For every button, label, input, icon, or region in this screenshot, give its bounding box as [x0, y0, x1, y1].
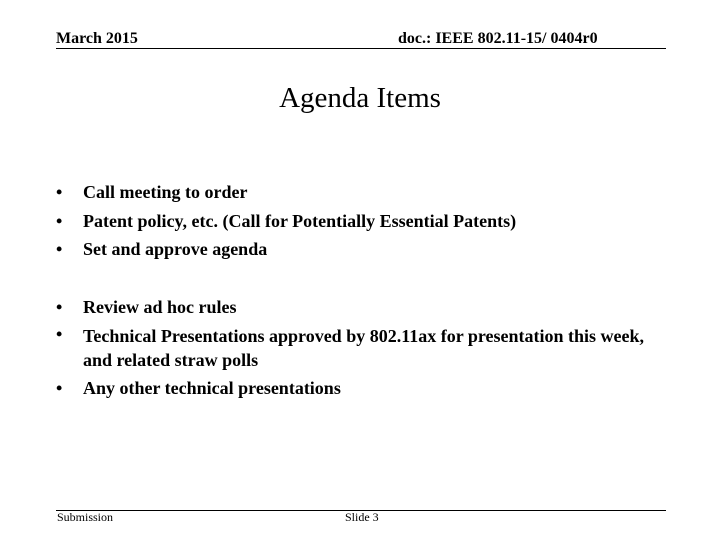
footer-submission: Submission [57, 510, 114, 524]
bullet-item [56, 322, 656, 374]
bullet-dot: • [56, 182, 63, 202]
bullet-text: Call meeting to order [83, 182, 248, 202]
bullet-dot: • [56, 297, 63, 317]
bullet-item [56, 178, 656, 207]
bullet-text: Technical Presentations approved by 802.11ax for presentation this week, and related straw polls [83, 325, 645, 370]
bullet-list-1 [56, 178, 656, 264]
header-rule [56, 48, 666, 49]
bullet-dot: • [56, 377, 63, 398]
bullet-item [56, 235, 656, 264]
header-date: March 2015 [56, 30, 138, 47]
bullet-item [56, 207, 656, 236]
header-doc-id: doc.: IEEE 802.11-15/ 0404r0 [398, 30, 598, 47]
bullet-item [56, 374, 656, 403]
bullet-list-2 [56, 293, 656, 402]
footer-slide-number: Slide 3 [345, 510, 379, 524]
bullet-dot: • [56, 210, 63, 231]
slide-title: Agenda Items [279, 82, 441, 114]
bullet-text: Set and approve agenda [83, 239, 268, 259]
bullet-text: Any other technical presentations [83, 377, 341, 398]
bullet-text: Review ad hoc rules [83, 297, 237, 317]
bullet-dot: • [56, 239, 63, 259]
bullet-dot: • [56, 323, 63, 344]
bullet-text: Patent policy, etc. (Call for Potentially Essential Patents) [83, 210, 517, 231]
bullet-item [56, 293, 656, 322]
